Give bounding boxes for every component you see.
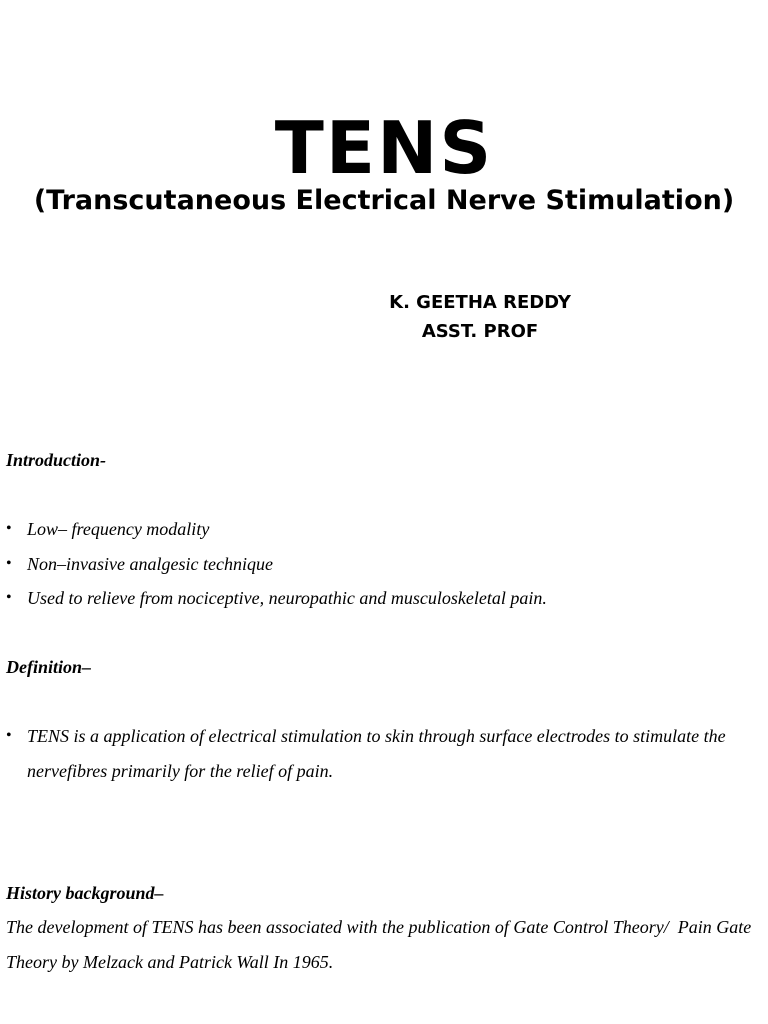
- introduction-list: [6, 512, 762, 616]
- definition-heading: Definition–: [6, 657, 92, 677]
- definition-list: [6, 719, 762, 788]
- history-heading: History background–: [6, 883, 164, 903]
- introduction-heading: Introduction-: [6, 450, 107, 470]
- list-item: • Low– frequency modality: [6, 512, 762, 547]
- author-role: ASST. PROF: [421, 321, 539, 342]
- history-paragraph: The development of TENS has been associated with the publication of Gate Control Theory/ Pain Gate Theory by Melzack and Patrick Wall In 1965.: [6, 917, 752, 972]
- document-title: TENS: [274, 106, 494, 190]
- bullet-icon: •: [6, 727, 12, 744]
- author-name: K. GEETHA REDDY: [389, 292, 571, 313]
- author-block: [380, 288, 580, 346]
- list-item: • Used to relieve from nociceptive, neuropathic and musculoskeletal pain.: [6, 581, 762, 616]
- bullet-icon: •: [6, 520, 12, 537]
- bullet-icon: •: [6, 554, 12, 572]
- list-item: • Non–invasive analgesic technique: [6, 547, 762, 582]
- list-item: • TENS is a application of electrical stimulation to skin through surface electrodes to stimulate the nervefibres primarily for the relief of pain.: [6, 719, 762, 788]
- bullet-icon: •: [6, 589, 12, 606]
- document-subtitle: (Transcutaneous Electrical Nerve Stimulation): [33, 185, 735, 216]
